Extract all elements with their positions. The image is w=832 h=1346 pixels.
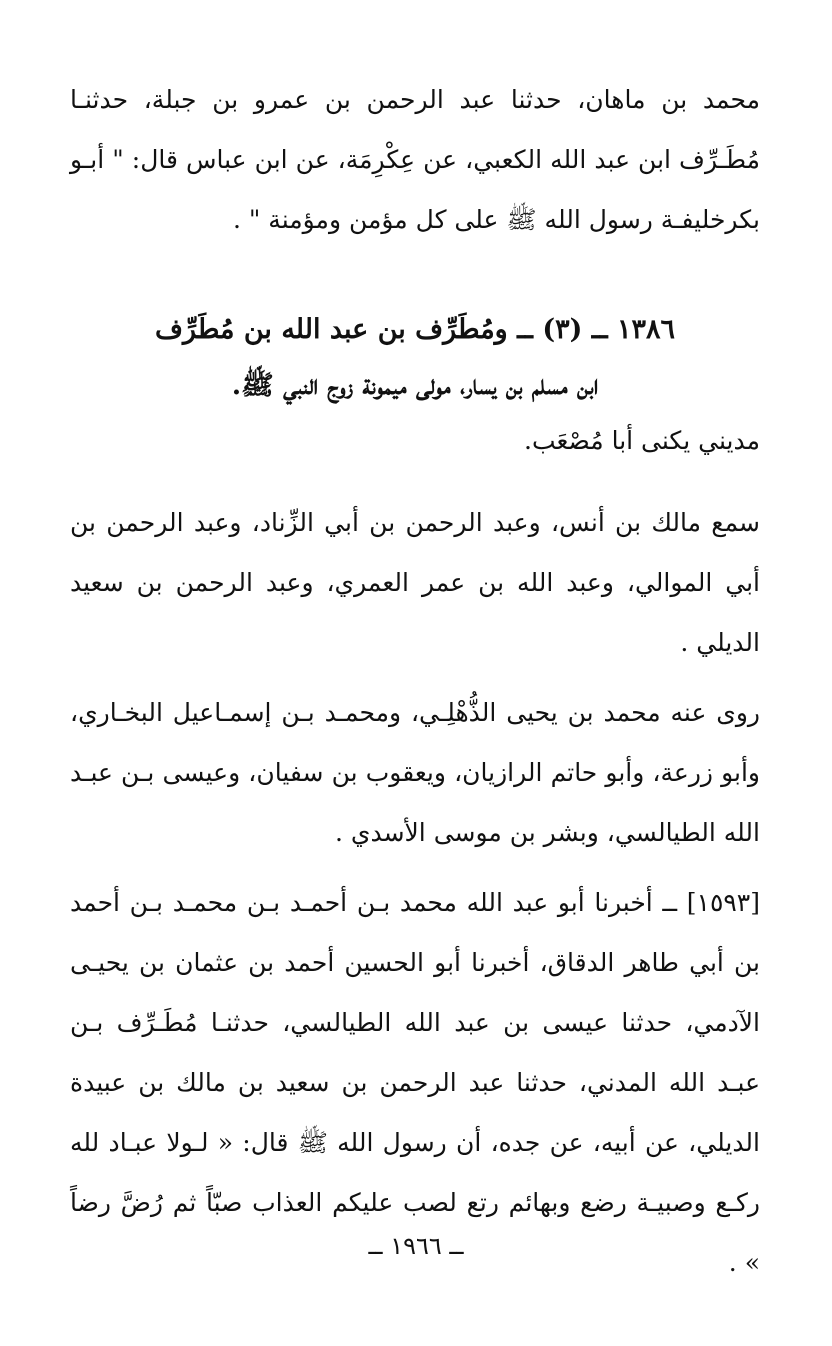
page-number: ــ ١٩٦٦ ــ [368,1232,464,1260]
entry-kunya: مديني يكنى أبا مُصْعَب. [524,426,760,455]
entry-heading-line2: ابن مسلم بن يسار، مولى ميمونة زوج النبي ﷺ. [231,370,599,401]
narrators-paragraph: روى عنه محمد بن يحيى الذُّهْلِـي، ومحمـد بـن إسمـاعيل البخـاري، وأبو زرعة، وأبو حاتم الرازيان، ويعقوب بن سفيان، وعيسى بـن عبـد الله الطيالسي، وبشر بن موسى الأسدي . [70,698,760,847]
intro-paragraph: محمد بن ماهان، حدثنا عبد الرحمن بن عمرو بن جبلة، حدثنـا مُطَـرِّف ابن عبد الله الكعبي، عن عِكْرِمَة، عن ابن عباس قال: " أبـو بكرخليفـة رسول الله ﷺ على كل مؤمن ومؤمنة " . [70,85,760,234]
entry-heading [70,302,760,414]
heard-from-paragraph: سمع مالك بن أنس، وعبد الرحمن بن أبي الزِّناد، وعبد الرحمن بن أبي الموالي، وعبد الله بن عمر العمري، وعبد الرحمن بن سعيد الديلي . [70,508,760,657]
entry-heading-line1: ١٣٨٦ ــ (٣) ــ ومُطَرِّف بن عبد الله بن مُطَرِّف [154,314,676,345]
hadith-paragraph: [١٥٩٣] ــ أخبرنا أبو عبد الله محمد بـن أحمـد بـن محمـد بـن أحمد بن أبي طاهر الدقاق، أخبرنا أبو الحسين أحمد بن عثمان بن يحيـى الآدمي، حدثنا عيسى بن عبد الله الطيالسي، حدثنـا مُطَـرِّف بـن عبـد الله المدني، حدثنا عبد الرحمن بن سعيد بن مالك بن عبيدة الديلي، عن أبيه، عن جده، أن رسول الله ﷺ قال: « لـولا عبـاد لله ركـع وصبيـة رضع وبهائم رتع لصب عليكم العذاب صبّاً ثم رُضَّ رضاً » . [70,888,760,1277]
